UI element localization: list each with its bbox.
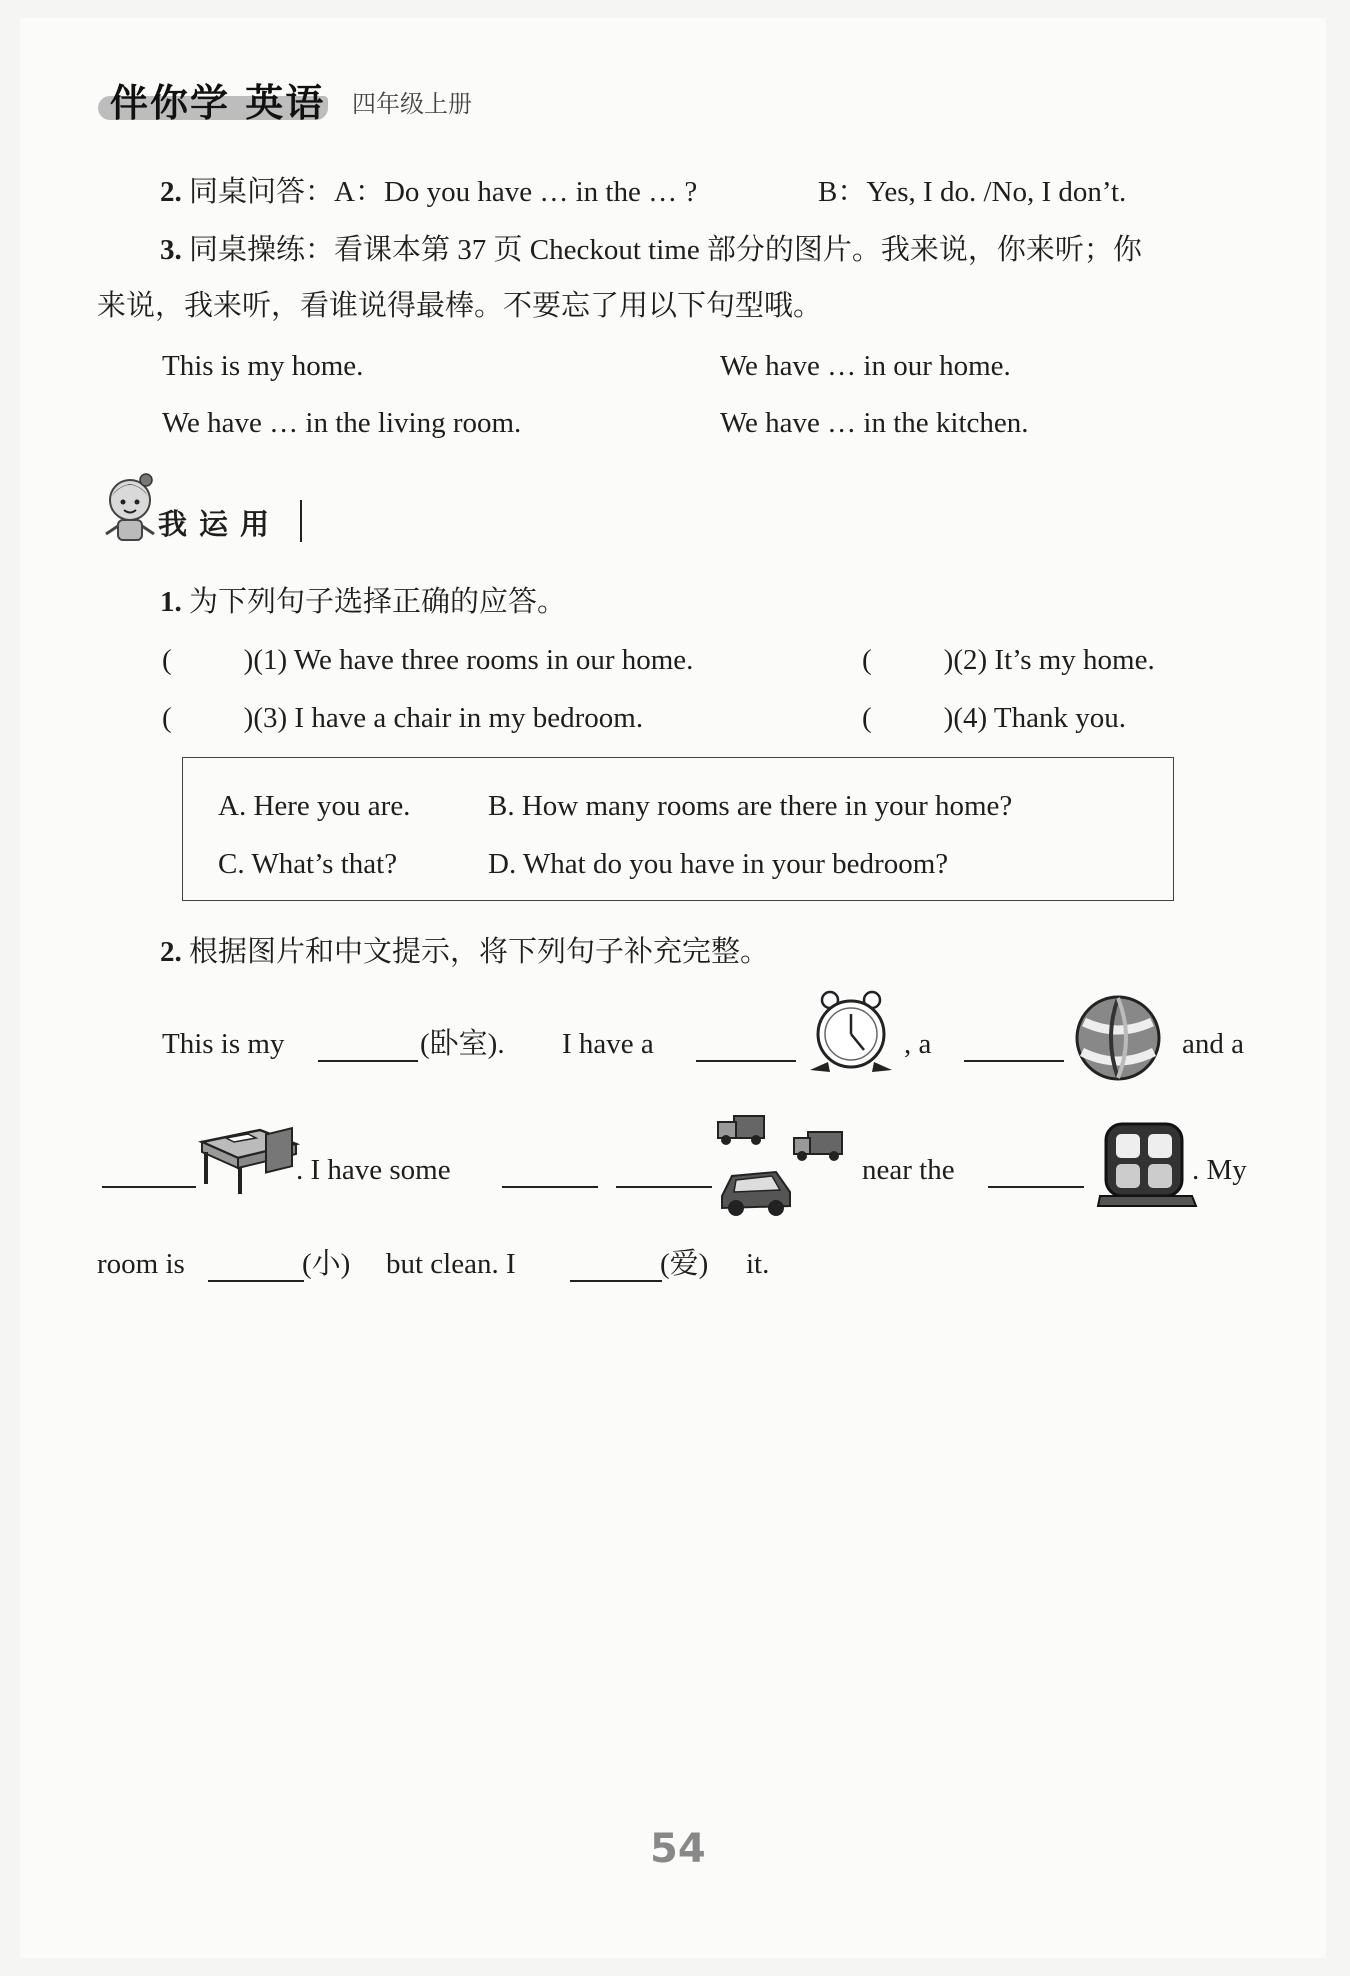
hint-love: (爱) [660,1248,709,1280]
option-b: B. How many rooms are there in your home? [488,790,1013,822]
practice-item-2 [160,174,697,210]
fill-line-1a: This is my [162,1028,285,1060]
option-a: A. Here you are. [218,790,411,822]
exercise-2-heading [160,934,769,970]
desk-icon [196,1124,300,1196]
fill-line-3b: but clean. I [386,1248,516,1280]
answer-paren-close: ) [243,702,254,734]
item-text: 同桌问答：A：Do you have … in the … ? [189,176,698,208]
instruction: 根据图片和中文提示，将下列句子补充完整。 [189,936,770,968]
answer-paren-open: ( [862,702,872,734]
question-3 [162,700,643,736]
question-text: It’s my home. [994,644,1155,676]
hint-small: (小) [302,1248,351,1280]
practice-item-2-answer: B：Yes, I do. /No, I don’t. [818,176,1127,208]
question-4 [862,700,1126,736]
item-text-line1: 同桌操练：看课本第 37 页 Checkout time 部分的图片。我来说，你来听；你 [189,234,1142,266]
fill-line-2c: . My [1192,1154,1247,1186]
blank-toy[interactable] [502,1156,598,1188]
practice-item-3-line2: 来说，我来听，看谁说得最棒。不要忘了用以下句型哦。 [97,290,823,322]
question-text: Thank you. [993,702,1126,734]
blank-love[interactable] [570,1250,662,1282]
question-text: I have a chair in my bedroom. [294,702,644,734]
fill-line-2b: near the [862,1154,955,1186]
question-label: (3) [253,702,288,734]
answer-paren-open: ( [162,644,172,676]
blank-window[interactable] [988,1156,1084,1188]
exercise-1-heading [160,584,566,620]
fill-line-2a: . I have some [296,1154,451,1186]
answer-paren-open: ( [162,702,172,734]
mascot-girl-icon [98,470,162,546]
toy-cars-icon [710,1110,856,1222]
answer-paren-close: ) [943,644,954,676]
answer-paren-close: ) [943,702,954,734]
fill-line-3a: room is [97,1248,185,1280]
hint-bedroom: (卧室). [420,1028,505,1060]
instruction: 为下列句子选择正确的应答。 [189,586,567,618]
question-label: (1) [253,644,288,676]
alarm-clock-icon [800,990,904,1078]
pattern-sentence: We have … in the kitchen. [720,407,1029,439]
window-icon [1096,1120,1200,1210]
section-title: 我运用 [158,507,282,541]
option-d: D. What do you have in your bedroom? [488,848,949,880]
blank-ball[interactable] [964,1030,1064,1062]
book-title: 伴你学 英语 [110,81,326,125]
book-subtitle: 四年级上册 [352,90,472,118]
blank-bedroom[interactable] [318,1030,418,1062]
blank-cars[interactable] [616,1156,712,1188]
fill-line-1b: I have a [562,1028,654,1060]
item-number: 2. [160,936,182,968]
question-text: We have three rooms in our home. [293,644,694,676]
blank-clock[interactable] [696,1030,796,1062]
pattern-sentence: This is my home. [162,350,364,382]
option-c: C. What’s that? [218,848,398,880]
practice-item-3 [160,232,1142,268]
item-number: 3. [160,234,182,266]
blank-desk[interactable] [102,1156,196,1188]
answer-paren-close: ) [243,644,254,676]
item-number: 1. [160,586,182,618]
pattern-sentence: We have … in the living room. [162,407,522,439]
pattern-sentence: We have … in our home. [720,350,1011,382]
question-1 [162,642,693,678]
fill-line-3c: it. [746,1248,770,1280]
ball-icon [1074,994,1162,1082]
section-divider [300,500,302,542]
page-number: 54 [650,1826,706,1872]
fill-line-1c: , a [904,1028,932,1060]
question-label: (4) [953,702,988,734]
item-number: 2. [160,176,182,208]
blank-small[interactable] [208,1250,304,1282]
question-2 [862,642,1155,678]
answer-paren-open: ( [862,644,872,676]
fill-line-1d: and a [1182,1028,1244,1060]
question-label: (2) [953,644,988,676]
